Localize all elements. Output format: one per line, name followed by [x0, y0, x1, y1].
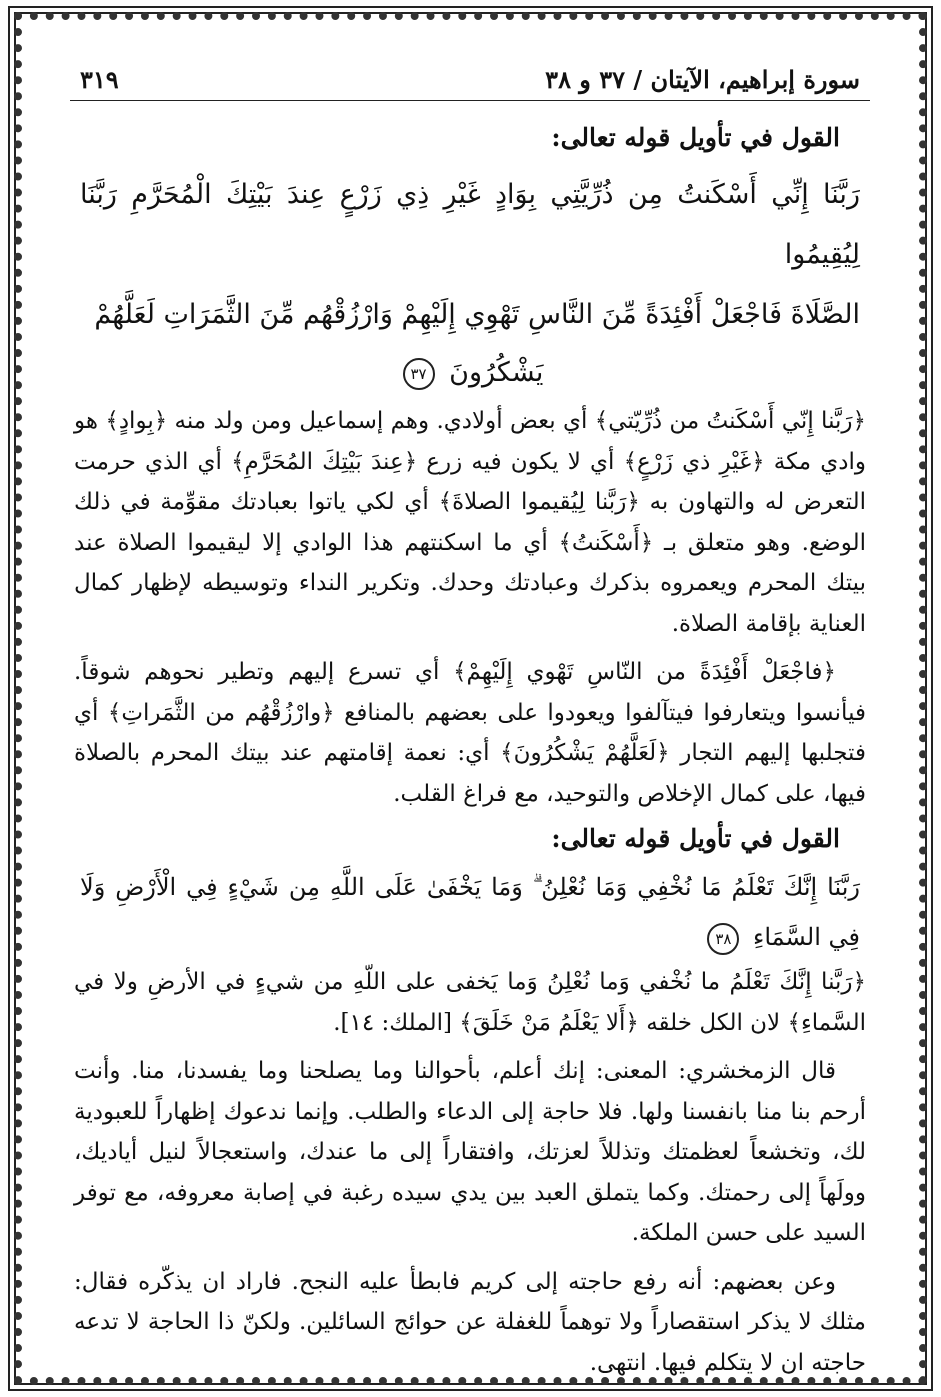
- commentary-paragraph: وعن بعضهم: أنه رفع حاجته إلى كريم فابطأ عليه النجح. فاراد ان يذكّره فقال: مثلك لا يذكر استقصاراً ولا توهماً للغفلة عن حوائج السائلين. ولكنّ ذا الحاجة لا تدعه حاجته ان لا يتكلم فيها. انتهى.: [74, 1268, 866, 1376]
- ayah-number-marker: ٣٨: [707, 923, 739, 955]
- running-head: [70, 58, 870, 101]
- section-heading-1: القول في تأويل قوله تعالى:: [551, 123, 840, 152]
- ayah-number-marker: ٣٧: [403, 358, 435, 390]
- commentary-paragraph: ﴿رَبَّنا إِنّي أَسْكَنتُ من ذُرِّيّتي﴾ أي بعض أولادي. وهم إسماعيل ومن ولد منه ﴿بِوادٍ﴾ هو وادي مكة ﴿غَيْرِ ذي زَرْعٍ﴾ أي لا يكون فيه زرع ﴿عِندَ بَيْتِكَ المُحَرَّمِ﴾ أي الذي حرمت التعرض له والتهاون به ﴿رَبَّنا لِيُقيموا الصلاةَ﴾ أي لكي ياتوا بعبادتك مقوِّمة في ذلك الوضع. وهو متعلق بـ ﴿أَسْكَنتُ﴾ أي ما اسكنتهم هذا الوادي إلا ليقيموا الصلاة عند بيتك المحرم ويعمروه بذكرك وعبادتك وحدك. وتكرير النداء وتوسيطه لإظهار كمال العناية بإقامة الصلاة.: [74, 408, 866, 637]
- quran-verse-38: [70, 862, 870, 962]
- quran-line-1: رَبَّنَا إِنِّي أَسْكَنتُ مِن ذُرِّيَّتِي بِوَادٍ غَيْرِ ذِي زَرْعٍ عِندَ بَيْتِكَ الْمُحَرَّمِ رَبَّنَا لِيُقِيمُوا: [80, 179, 860, 270]
- quran-verse-37: [70, 165, 870, 401]
- running-head-title: سورة إبراهيم، الآيتان / ٣٧ و ٣٨: [545, 65, 860, 94]
- commentary-paragraph: ﴿رَبَّنا إِنَّكَ تَعْلَمُ ما نُخْفي وَما نُعْلِنُ وَما يَخفى على اللّهِ من شيءٍ في الأرضِ ولا في السَّماءِ﴾ لان الكل خلقه ﴿أَلا يَعْلَمُ مَنْ خَلَقَ﴾ [الملك: ١٤].: [74, 969, 866, 1036]
- commentary-paragraph: قال الزمخشري: المعنى: إنك أعلم، بأحوالنا وما يصلحنا وما يفسدنا، منا. وأنت أرحم بنا منا بانفسنا ولها. فلا حاجة إلى الدعاء والطلب. وإنما ندعوك إظهاراً للعبودية لك، وتخشعاً لعظمتك وتذللاً لعزتك، وافتقاراً إلى ما عندك، واستعجالاً لنيل أياديك، وولَهاً إلى رحمتك. وكما يتملق العبد بين يدي سيده رغبة في إصابة معروفه، مع توفر السيد على حسن الملكة.: [74, 1058, 866, 1246]
- commentary-paragraph: ﴿فاجْعَلْ أَفْئِدَةً من النّاسِ تَهْوي إِلَيْهِمْ﴾ أي تسرع إليهم وتطير نحوهم شوقاً. فيأنسوا ويتعارفوا فيتآلفوا ويعودوا على بعضهم بالمنافع ﴿وارْزُقْهُم من الثَّمَراتِ﴾ أي فتجلبها إليهم التجار ﴿لَعَلَّهُمْ يَشْكُرُونَ﴾ أي: نعمة إقامتهم عند بيتك المحرم بالصلاة فيها، على كمال الإخلاص والتوحيد، مع فراغ القلب.: [74, 659, 866, 807]
- quran-line-3: [80, 345, 860, 401]
- quran-line-2: الصَّلَاةَ فَاجْعَلْ أَفْئِدَةً مِّنَ النَّاسِ تَهْوِي إِلَيْهِمْ وَارْزُقْهُم مِّنَ الثَّمَرَاتِ لَعَلَّهُمْ: [94, 299, 860, 330]
- quran-last-word: يَشْكُرُونَ: [449, 357, 544, 388]
- quran-line: رَبَّنَا إِنَّكَ تَعْلَمُ مَا نُخْفِي وَمَا نُعْلِنُ ۗ وَمَا يَخْفَىٰ عَلَى اللَّهِ مِن شَيْءٍ فِي الْأَرْضِ وَلَا فِي السَّمَاءِ: [80, 873, 860, 951]
- section-heading-2: القول في تأويل قوله تعالى:: [551, 824, 840, 853]
- page-number: ٣١٩: [80, 65, 119, 94]
- commentary-1: [70, 401, 870, 814]
- book-page: [70, 58, 870, 1376]
- commentary-2: [70, 962, 870, 1383]
